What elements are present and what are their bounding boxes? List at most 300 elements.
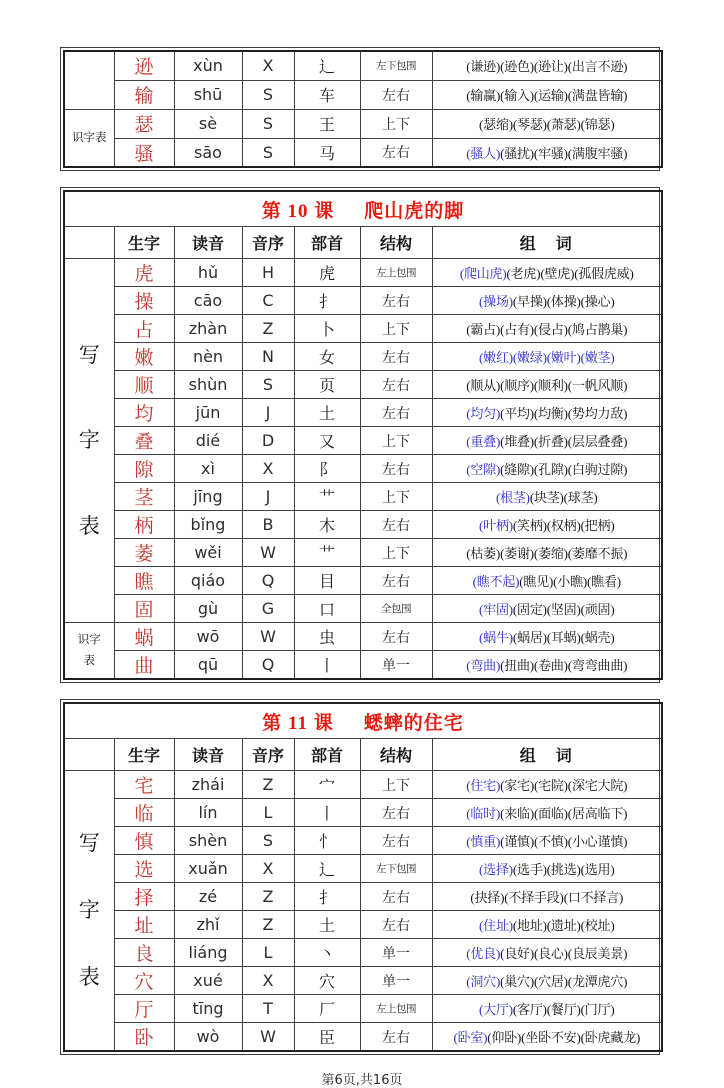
table-row	[64, 771, 662, 799]
structure-cell: 全包围	[360, 595, 432, 623]
initial-letter-cell: H	[242, 259, 294, 287]
lesson-number: 第 10 课	[261, 200, 335, 222]
table-row	[64, 399, 662, 427]
word-group-text: (瞧见)(小瞧)(瞧看)	[519, 574, 621, 589]
pinyin-cell: sè	[174, 109, 242, 138]
highlighted-word: (均匀)	[466, 406, 501, 421]
word-group-text: (良好)(良心)(良辰美景)	[500, 946, 628, 961]
word-group-text: (平均)(均衡)(势均力敌)	[500, 406, 628, 421]
page-number: 第6页,共16页	[321, 1073, 403, 1088]
pinyin-cell: tīng	[174, 995, 242, 1023]
word-groups-cell	[432, 483, 662, 511]
section-label-text	[65, 628, 114, 674]
word-group-text: (输赢)(输入)(运输)(满盘皆输)	[466, 88, 628, 103]
table-row	[64, 939, 662, 967]
column-header-5: 组 词	[432, 739, 662, 771]
table-row	[64, 911, 662, 939]
radical-cell: 土	[294, 399, 360, 427]
pinyin-cell: nèn	[174, 343, 242, 371]
pinyin-cell: qiáo	[174, 567, 242, 595]
column-header-4: 结构	[360, 739, 432, 771]
word-group-text: (霸占)(占有)(侵占)(鸠占鹊巢)	[466, 322, 628, 337]
section-label-line: 识字	[77, 633, 101, 646]
character-cell: 良	[114, 939, 174, 967]
radical-cell: 扌	[294, 287, 360, 315]
table-row	[64, 567, 662, 595]
lesson-10-table	[60, 187, 660, 683]
lesson-11-grid	[63, 702, 663, 1052]
highlighted-word: (慎重)	[466, 834, 501, 849]
character-cell: 卧	[114, 1023, 174, 1052]
lesson-10-grid	[63, 190, 663, 680]
character-cell: 虎	[114, 259, 174, 287]
lesson-title-row	[64, 703, 662, 739]
word-groups-cell	[432, 109, 662, 138]
word-groups-cell	[432, 651, 662, 680]
structure-cell: 单一	[360, 967, 432, 995]
pinyin-cell: shū	[174, 80, 242, 109]
word-group-text: (客厅)(餐厅)(门厅)	[512, 1002, 615, 1017]
initial-letter-cell: Z	[242, 315, 294, 343]
initial-letter-cell: D	[242, 427, 294, 455]
highlighted-word: (选择)	[479, 862, 513, 877]
word-group-text: (仰卧)(坐卧不安)(卧虎藏龙)	[487, 1030, 641, 1045]
pinyin-cell: xùn	[174, 51, 242, 80]
pinyin-cell: xuǎn	[174, 855, 242, 883]
lesson-title	[262, 713, 463, 734]
character-cell: 厅	[114, 995, 174, 1023]
table-row	[64, 80, 662, 109]
character-cell: 穴	[114, 967, 174, 995]
word-groups-cell	[432, 623, 662, 651]
radical-cell: 车	[294, 80, 360, 109]
radical-cell: 丨	[294, 651, 360, 680]
highlighted-word: (根茎)	[495, 490, 530, 505]
structure-cell: 左右	[360, 623, 432, 651]
character-cell: 嫩	[114, 343, 174, 371]
pinyin-cell: hǔ	[174, 259, 242, 287]
word-groups-cell	[432, 455, 662, 483]
initial-letter-cell: Z	[242, 771, 294, 799]
word-groups-cell	[432, 939, 662, 967]
highlighted-word: (住宅)	[466, 778, 501, 793]
pinyin-cell: wò	[174, 1023, 242, 1052]
word-groups-cell	[432, 827, 662, 855]
word-groups-cell	[432, 883, 662, 911]
section-label-识字表	[64, 109, 114, 167]
pinyin-cell: dié	[174, 427, 242, 455]
highlighted-word: (大厅)	[479, 1002, 513, 1017]
highlighted-word: (空隙)	[466, 462, 501, 477]
word-groups-cell	[432, 371, 662, 399]
highlighted-word: (重叠)	[466, 434, 501, 449]
initial-letter-cell: S	[242, 109, 294, 138]
character-cell: 宅	[114, 771, 174, 799]
structure-cell: 上下	[360, 315, 432, 343]
word-group-text: (顺从)(顺序)(顺利)(一帆风顺)	[466, 378, 628, 393]
section-label-line: 写	[78, 342, 100, 367]
table-row	[64, 315, 662, 343]
initial-letter-cell: Z	[242, 911, 294, 939]
structure-cell: 左上包围	[360, 995, 432, 1023]
word-groups-cell	[432, 138, 662, 167]
word-group-text: (家宅)(宅院)(深宅大院)	[500, 778, 628, 793]
section-label-line: 字	[78, 428, 100, 452]
radical-cell: 忄	[294, 827, 360, 855]
column-header-2: 音序	[242, 739, 294, 771]
radical-cell: 口	[294, 595, 360, 623]
structure-cell: 左右	[360, 343, 432, 371]
highlighted-word: (临时)	[466, 806, 501, 821]
column-header-4: 结构	[360, 227, 432, 259]
column-header-row	[64, 227, 662, 259]
structure-cell: 左右	[360, 799, 432, 827]
word-groups-cell	[432, 567, 662, 595]
initial-letter-cell: S	[242, 138, 294, 167]
initial-letter-cell: S	[242, 80, 294, 109]
section-label-line: 字	[78, 898, 100, 922]
highlighted-word: (骚人)	[466, 145, 501, 161]
lesson-title-cell	[64, 703, 662, 739]
initial-letter-cell: B	[242, 511, 294, 539]
table-row	[64, 883, 662, 911]
column-header-1: 读音	[174, 227, 242, 259]
word-groups-cell	[432, 539, 662, 567]
character-cell: 瑟	[114, 109, 174, 138]
structure-cell: 上下	[360, 771, 432, 799]
character-cell: 蜗	[114, 623, 174, 651]
word-groups-cell	[432, 80, 662, 109]
character-cell: 骚	[114, 138, 174, 167]
word-groups-cell	[432, 967, 662, 995]
word-groups-cell	[432, 799, 662, 827]
radical-cell: 页	[294, 371, 360, 399]
table-row	[64, 511, 662, 539]
table-row	[64, 138, 662, 167]
table-row	[64, 595, 662, 623]
column-header-5: 组 词	[432, 227, 662, 259]
initial-letter-cell: N	[242, 343, 294, 371]
table-row	[64, 455, 662, 483]
radical-cell: 宀	[294, 771, 360, 799]
structure-cell: 左右	[360, 287, 432, 315]
word-group-text: (老虎)(壁虎)(孤假虎威)	[506, 266, 634, 281]
structure-cell: 左右	[360, 371, 432, 399]
pinyin-cell: zhǐ	[174, 911, 242, 939]
table-row	[64, 343, 662, 371]
character-cell: 叠	[114, 427, 174, 455]
lesson-11-table	[60, 699, 660, 1055]
word-groups-cell	[432, 315, 662, 343]
initial-letter-cell: L	[242, 799, 294, 827]
initial-letter-cell: X	[242, 967, 294, 995]
table-row	[64, 483, 662, 511]
word-group-text: (巢穴)(穴居)(龙潭虎穴)	[500, 974, 628, 989]
radical-cell: 丶	[294, 939, 360, 967]
structure-cell: 上下	[360, 539, 432, 567]
continued-table-table	[60, 47, 660, 171]
radical-cell: 卜	[294, 315, 360, 343]
section-label-text	[65, 53, 114, 107]
word-groups-cell	[432, 511, 662, 539]
word-group-text: (来临)(面临)(居高临下)	[500, 806, 628, 821]
pinyin-cell: gù	[174, 595, 242, 623]
radical-cell: 丨	[294, 799, 360, 827]
initial-letter-cell: S	[242, 827, 294, 855]
pinyin-cell: wěi	[174, 539, 242, 567]
table-row	[64, 109, 662, 138]
column-header-0: 生字	[114, 739, 174, 771]
initial-letter-cell: W	[242, 539, 294, 567]
highlighted-word: (蜗牛)	[479, 630, 513, 645]
radical-cell: 穴	[294, 967, 360, 995]
structure-cell: 单一	[360, 939, 432, 967]
character-cell: 茎	[114, 483, 174, 511]
section-label-写字表	[64, 771, 114, 1052]
structure-cell: 左右	[360, 511, 432, 539]
word-group-text: (缝隙)(孔隙)(白驹过隙)	[500, 462, 628, 477]
structure-cell: 左右	[360, 567, 432, 595]
table-row	[64, 371, 662, 399]
radical-cell: 木	[294, 511, 360, 539]
initial-letter-cell: X	[242, 855, 294, 883]
character-cell: 输	[114, 80, 174, 109]
character-cell: 均	[114, 399, 174, 427]
character-cell: 慎	[114, 827, 174, 855]
initial-letter-cell: Q	[242, 651, 294, 680]
pinyin-cell: cāo	[174, 287, 242, 315]
lesson-title	[262, 201, 465, 222]
section-label-识字表	[64, 623, 114, 680]
initial-letter-cell: W	[242, 1023, 294, 1052]
word-groups-cell	[432, 911, 662, 939]
structure-cell: 左右	[360, 911, 432, 939]
word-groups-cell	[432, 855, 662, 883]
structure-cell: 单一	[360, 651, 432, 680]
structure-cell: 左右	[360, 138, 432, 167]
section-label-empty	[64, 51, 114, 109]
structure-cell: 左右	[360, 827, 432, 855]
radical-cell: 扌	[294, 883, 360, 911]
section-label-line: 识字表	[72, 131, 107, 144]
header-spacer-cell	[64, 227, 114, 259]
radical-cell: 土	[294, 911, 360, 939]
table-row	[64, 51, 662, 80]
initial-letter-cell: J	[242, 399, 294, 427]
table-row	[64, 1023, 662, 1052]
word-group-text: (抉择)(不择手段)(口不择言)	[470, 890, 624, 905]
radical-cell: 臣	[294, 1023, 360, 1052]
section-label-写字表	[64, 259, 114, 623]
table-row	[64, 799, 662, 827]
pinyin-cell: xì	[174, 455, 242, 483]
word-groups-cell	[432, 995, 662, 1023]
highlighted-word: (嫩红)(嫩绿)(嫩叶)(嫩茎)	[479, 350, 615, 365]
word-groups-cell	[432, 771, 662, 799]
word-group-text: (谦逊)(逊色)(逊让)(出言不逊)	[466, 59, 628, 75]
pinyin-cell: bǐng	[174, 511, 242, 539]
section-label-line: 表	[78, 964, 100, 989]
word-group-text: (枯萎)(萎谢)(萎缩)(萎靡不振)	[466, 546, 628, 561]
highlighted-word: (操场)	[479, 294, 513, 309]
section-label-line: 写	[78, 831, 100, 856]
pinyin-cell: qū	[174, 651, 242, 680]
table-row	[64, 539, 662, 567]
word-groups-cell	[432, 259, 662, 287]
radical-cell: 又	[294, 427, 360, 455]
table-row	[64, 427, 662, 455]
radical-cell: 王	[294, 109, 360, 138]
word-groups-cell	[432, 399, 662, 427]
word-group-text: (块茎)(球茎)	[529, 490, 598, 505]
radical-cell: 阝	[294, 455, 360, 483]
radical-cell: 虫	[294, 623, 360, 651]
initial-letter-cell: C	[242, 287, 294, 315]
word-groups-cell	[432, 427, 662, 455]
radical-cell: 目	[294, 567, 360, 595]
character-cell: 择	[114, 883, 174, 911]
character-cell: 萎	[114, 539, 174, 567]
structure-cell: 上下	[360, 483, 432, 511]
word-group-text: (固定)(坚固)(顽固)	[512, 602, 615, 617]
initial-letter-cell: S	[242, 371, 294, 399]
pinyin-cell: jūn	[174, 399, 242, 427]
structure-cell: 上下	[360, 427, 432, 455]
section-label-text	[65, 280, 114, 601]
initial-letter-cell: X	[242, 455, 294, 483]
table-row	[64, 651, 662, 680]
initial-letter-cell: X	[242, 51, 294, 80]
highlighted-word: (牢固)	[479, 602, 513, 617]
table-row	[64, 827, 662, 855]
structure-cell: 左右	[360, 80, 432, 109]
radical-cell: 艹	[294, 483, 360, 511]
character-cell: 选	[114, 855, 174, 883]
pinyin-cell: zé	[174, 883, 242, 911]
lesson-name: 爬山虎的脚	[364, 200, 465, 222]
character-cell: 逊	[114, 51, 174, 80]
table-row	[64, 259, 662, 287]
character-cell: 隙	[114, 455, 174, 483]
table-row	[64, 287, 662, 315]
word-group-text: (地址)(遗址)(校址)	[512, 918, 615, 933]
highlighted-word: (瞧不起)	[472, 574, 520, 589]
structure-cell: 上下	[360, 109, 432, 138]
lesson-number: 第 11 课	[262, 712, 334, 734]
character-cell: 占	[114, 315, 174, 343]
section-label-text	[65, 788, 114, 1034]
radical-cell: 马	[294, 138, 360, 167]
word-groups-cell	[432, 51, 662, 80]
word-groups-cell	[432, 287, 662, 315]
word-group-text: (瑟缩)(琴瑟)(萧瑟)(锦瑟)	[479, 117, 615, 132]
pinyin-cell: sāo	[174, 138, 242, 167]
character-cell: 址	[114, 911, 174, 939]
structure-cell: 左右	[360, 1023, 432, 1052]
character-cell: 顺	[114, 371, 174, 399]
character-cell: 操	[114, 287, 174, 315]
structure-cell: 左下包围	[360, 51, 432, 80]
highlighted-word: (优良)	[466, 946, 501, 961]
structure-cell: 左右	[360, 883, 432, 911]
highlighted-word: (洞穴)	[466, 974, 501, 989]
pinyin-cell: lín	[174, 799, 242, 827]
section-label-line: 表	[78, 513, 100, 538]
table-row	[64, 623, 662, 651]
initial-letter-cell: L	[242, 939, 294, 967]
pinyin-cell: zhái	[174, 771, 242, 799]
structure-cell: 左上包围	[360, 259, 432, 287]
word-group-text: (蜗居)(耳蜗)(蜗壳)	[512, 630, 615, 645]
lesson-title-cell	[64, 191, 662, 227]
column-header-1: 读音	[174, 739, 242, 771]
initial-letter-cell: W	[242, 623, 294, 651]
structure-cell: 左右	[360, 399, 432, 427]
highlighted-word: (弯曲)	[466, 658, 501, 673]
pinyin-cell: zhàn	[174, 315, 242, 343]
highlighted-word: (卧室)	[453, 1030, 488, 1045]
radical-cell: 辶	[294, 855, 360, 883]
character-cell: 固	[114, 595, 174, 623]
initial-letter-cell: Z	[242, 883, 294, 911]
pinyin-cell: jīng	[174, 483, 242, 511]
initial-letter-cell: Q	[242, 567, 294, 595]
radical-cell: 厂	[294, 995, 360, 1023]
word-group-text: (骚扰)(牢骚)(满腹牢骚)	[500, 145, 628, 161]
continued-table-grid	[63, 50, 663, 168]
lesson-title-row	[64, 191, 662, 227]
radical-cell: 艹	[294, 539, 360, 567]
radical-cell: 女	[294, 343, 360, 371]
word-group-text: (选手)(挑选)(选用)	[512, 862, 615, 877]
structure-cell: 左下包围	[360, 855, 432, 883]
character-cell: 临	[114, 799, 174, 827]
character-cell: 柄	[114, 511, 174, 539]
structure-cell: 左右	[360, 455, 432, 483]
pinyin-cell: shùn	[174, 371, 242, 399]
word-groups-cell	[432, 1023, 662, 1052]
table-row	[64, 967, 662, 995]
word-group-text: (谨慎)(不慎)(小心谨慎)	[500, 834, 628, 849]
word-groups-cell	[432, 595, 662, 623]
word-group-text: (扭曲)(卷曲)(弯弯曲曲)	[500, 658, 628, 673]
column-header-2: 音序	[242, 227, 294, 259]
highlighted-word: (叶柄)	[479, 518, 513, 533]
column-header-0: 生字	[114, 227, 174, 259]
section-label-text	[65, 111, 114, 165]
word-group-text: (堆叠)(折叠)(层层叠叠)	[500, 434, 628, 449]
column-header-3: 部首	[294, 739, 360, 771]
pinyin-cell: shèn	[174, 827, 242, 855]
header-spacer-cell	[64, 739, 114, 771]
pinyin-cell: wō	[174, 623, 242, 651]
table-row	[64, 995, 662, 1023]
table-row	[64, 855, 662, 883]
radical-cell: 辶	[294, 51, 360, 80]
section-label-line: 表	[83, 655, 95, 668]
initial-letter-cell: G	[242, 595, 294, 623]
column-header-3: 部首	[294, 227, 360, 259]
word-groups-cell	[432, 343, 662, 371]
word-group-text: (早操)(体操)(操心)	[512, 294, 615, 309]
lesson-name: 蟋蟀的住宅	[363, 712, 464, 734]
initial-letter-cell: T	[242, 995, 294, 1023]
pinyin-cell: liáng	[174, 939, 242, 967]
highlighted-word: (爬山虎)	[459, 266, 507, 281]
radical-cell: 虎	[294, 259, 360, 287]
word-group-text: (笑柄)(权柄)(把柄)	[512, 518, 615, 533]
highlighted-word: (住址)	[479, 918, 513, 933]
